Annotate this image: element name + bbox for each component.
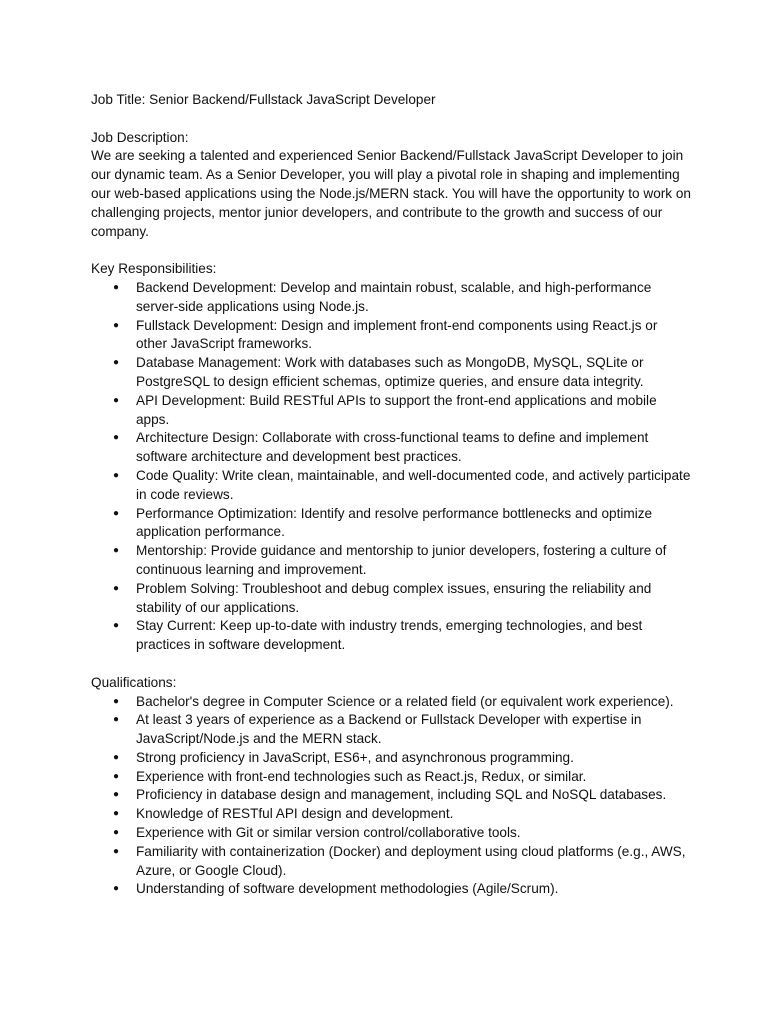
bullet-icon: ● <box>113 357 120 369</box>
list-item <box>91 317 691 355</box>
list-item <box>91 786 691 805</box>
list-item <box>91 279 691 317</box>
list-item <box>91 693 691 712</box>
list-item <box>91 467 691 505</box>
list-item-text: Database Management: Work with databases such as MongoDB, MySQL, SQLite or PostgreSQL to design efficient schemas, optimize queries, and ensure data integrity. <box>136 355 644 389</box>
spacer <box>91 655 691 674</box>
list-item-text: Familiarity with containerization (Docker) and deployment using cloud platforms (e.g., AWS, Azure, or Google Cloud). <box>136 843 686 878</box>
list-item <box>91 749 691 768</box>
list-item-text: Stay Current: Keep up-to-date with industry trends, emerging technologies, and best practices in software development. <box>136 618 643 653</box>
list-item <box>91 805 691 824</box>
bullet-icon: ● <box>113 545 120 557</box>
list-item-text: Knowledge of RESTful API design and development. <box>136 806 454 822</box>
job-title: Job Title: Senior Backend/Fullstack JavaScript Developer <box>91 92 436 107</box>
list-item-text: API Development: Build RESTful APIs to support the front-end applications and mobile apps. <box>136 392 657 427</box>
list-item <box>91 843 691 881</box>
bullet-icon: ● <box>113 845 120 857</box>
spacer <box>91 241 691 260</box>
bullet-icon: ● <box>113 620 120 632</box>
list-item <box>91 711 691 749</box>
responsibilities-heading: Key Responsibilities: <box>91 261 217 277</box>
list-item <box>91 354 691 392</box>
responsibilities-list <box>91 279 691 655</box>
list-item <box>91 768 691 787</box>
spacer <box>91 110 691 129</box>
list-item-text: Understanding of software development methodologies (Agile/Scrum). <box>136 881 559 897</box>
list-item-text: Code Quality: Write clean, maintainable, and well-documented code, and actively participate in code reviews. <box>136 467 691 502</box>
list-item-text: Strong proficiency in JavaScript, ES6+, and asynchronous programming. <box>136 749 574 765</box>
list-item-text: Architecture Design: Collaborate with cross-functional teams to define and implement software architecture and development best practices. <box>136 430 649 465</box>
list-item <box>91 542 691 580</box>
bullet-icon: ● <box>113 582 120 594</box>
bullet-icon: ● <box>113 695 120 707</box>
description-heading: Job Description: <box>91 129 189 145</box>
bullet-icon: ● <box>113 469 120 481</box>
list-item-text: Fullstack Development: Design and implement front-end components using React.js or other JavaScript frameworks. <box>136 317 658 352</box>
list-item <box>91 617 691 655</box>
description-text: We are seeking a talented and experienced Senior Backend/Fullstack JavaScript Developer to join our dynamic team. As a Senior Developer, you will play a pivotal role in shaping and implementing our web-based applications using the Node.js/MERN stack. You will have the opportunity to work on challenging projects, mentor junior developers, and contribute to the growth and success of our company. <box>91 148 691 239</box>
bullet-icon: ● <box>113 394 120 406</box>
list-item-text: Backend Development: Develop and maintain robust, scalable, and high-performance server-side applications using Node.js. <box>136 279 652 314</box>
list-item <box>91 580 691 618</box>
list-item-text: Proficiency in database design and management, including SQL and NoSQL databases. <box>136 787 667 803</box>
bullet-icon: ● <box>113 432 120 444</box>
qualifications-heading: Qualifications: <box>91 674 177 690</box>
list-item-text: Experience with Git or similar version control/collaborative tools. <box>136 825 521 841</box>
list-item-text: Bachelor's degree in Computer Science or a related field (or equivalent work experience). <box>136 693 674 709</box>
bullet-icon: ● <box>113 714 120 726</box>
list-item-text: At least 3 years of experience as a Backend or Fullstack Developer with expertise in JavaScript/Node.js and the MERN stack. <box>136 712 642 747</box>
list-item-text: Performance Optimization: Identify and resolve performance bottlenecks and optimize application performance. <box>136 505 653 540</box>
list-item <box>91 392 691 430</box>
list-item <box>91 880 691 899</box>
bullet-icon: ● <box>113 751 120 763</box>
bullet-icon: ● <box>113 827 120 839</box>
list-item-text: Experience with front-end technologies such as React.js, Redux, or similar. <box>136 768 587 784</box>
list-item-text: Problem Solving: Troubleshoot and debug complex issues, ensuring the reliability and stability of our applications. <box>136 580 652 615</box>
qualifications-list <box>91 693 691 900</box>
bullet-icon: ● <box>113 789 120 801</box>
list-item <box>91 505 691 543</box>
bullet-icon: ● <box>113 319 120 331</box>
bullet-icon: ● <box>113 770 120 782</box>
list-item <box>91 429 691 467</box>
bullet-icon: ● <box>113 808 120 820</box>
bullet-icon: ● <box>113 507 120 519</box>
bullet-icon: ● <box>113 281 120 293</box>
document-page <box>91 91 691 899</box>
list-item-text: Mentorship: Provide guidance and mentorship to junior developers, fostering a culture of continuous learning and improvement. <box>136 543 667 577</box>
bullet-icon: ● <box>113 883 120 895</box>
list-item <box>91 824 691 843</box>
